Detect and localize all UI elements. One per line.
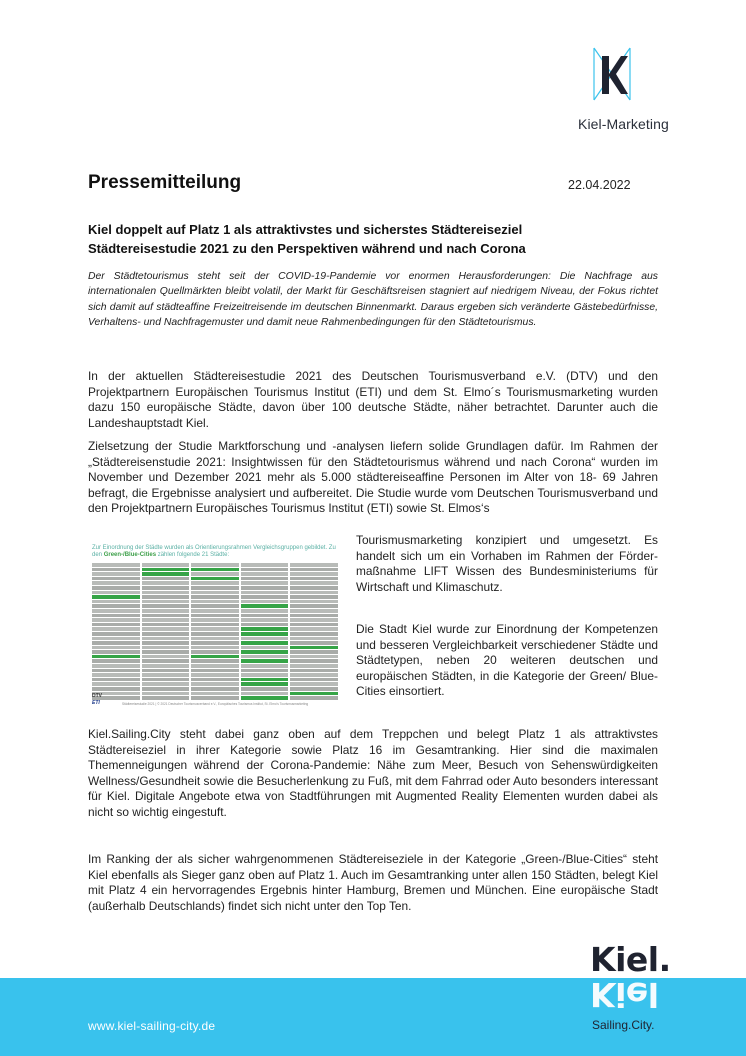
slide-cell [92, 618, 140, 622]
slide-cell [241, 586, 289, 590]
slide-cell [92, 591, 140, 595]
slide-cell [191, 563, 239, 567]
headline [88, 221, 668, 258]
slide-cell [290, 673, 338, 677]
slide-cell [142, 646, 190, 650]
slide-cell [191, 609, 239, 613]
slide-cell [142, 586, 190, 590]
paragraph-2: Zielsetzung der Studie Marktforschung und -analysen liefern solide Grundlagen dafür. Im Rahmen der „Städtereisenstudie 2021: Insightwissen für den Städtetourismus während und nach Corona“ wurden im November und Dezember 2021 mehr als 5.000 städtereiseaffine Personen im Alter von 18- 69 Jahren befragt, die Ergebnisse analysiert und aufbereitet. Die Studie wurde vom Deutschen Tourismusverband und den Projektpartnern Europäisches Tourismus Institut (ETI) sowie St. Elmos‘s [88, 439, 658, 516]
slide-cell [241, 623, 289, 627]
slide-cell [290, 632, 338, 636]
kiel-marketing-logo [578, 46, 678, 136]
slide-cell [191, 664, 239, 668]
slide-cell [142, 563, 190, 567]
slide-cell [290, 618, 338, 622]
slide-cell [290, 614, 338, 618]
paragraph-1: In der aktuellen Städtereisestudie 2021 des Deutschen Tourismusverband e.V. (DTV) und den Projektpartnern Europäischen Tourismus Institut (ETI) und dem St. Elmo´s Tourismusmarketing wurden dazu 150 europäische Städte, davon über 100 deutsche Städte, näher betrachtet. Darunter auch die Landeshauptstadt Kiel. [88, 369, 658, 430]
kiel-logo-tagline: Sailing.City. [592, 1018, 655, 1032]
slide-cell [92, 623, 140, 627]
slide-cell [92, 563, 140, 567]
slide-cell [92, 659, 140, 663]
slide-cell [191, 618, 239, 622]
slide-cell [241, 664, 289, 668]
slide-cell [290, 595, 338, 599]
slide-cell [92, 682, 140, 686]
slide-cell [290, 650, 338, 654]
slide-cell [142, 591, 190, 595]
kiel-logo-reflection: Kiel [590, 975, 659, 1014]
slide-cell [92, 669, 140, 673]
slide-cell [241, 627, 289, 631]
slide-footer [92, 693, 340, 709]
slide-cell [290, 669, 338, 673]
slide-cell [142, 632, 190, 636]
slide-cell [142, 581, 190, 585]
slide-cell [191, 687, 239, 691]
slide-cell [290, 577, 338, 581]
slide-cell [142, 577, 190, 581]
slide-cell [241, 678, 289, 682]
slide-cell [290, 678, 338, 682]
kiel-marketing-k-icon [590, 46, 634, 102]
slide-cell [92, 614, 140, 618]
slide-cell [191, 577, 239, 581]
slide-cell [92, 650, 140, 654]
slide-cell [241, 577, 289, 581]
slide-cell [191, 669, 239, 673]
slide-cell [191, 627, 239, 631]
slide-cell [92, 600, 140, 604]
page-title: Pressemitteilung [88, 172, 242, 193]
slide-caption [92, 545, 340, 559]
slide-cell [241, 618, 289, 622]
slide-cell [142, 659, 190, 663]
slide-cell [191, 595, 239, 599]
slide-cell [290, 687, 338, 691]
slide-cell [290, 591, 338, 595]
slide-cell [142, 669, 190, 673]
slide-cell [191, 591, 239, 595]
slide-cell [92, 595, 140, 599]
kiel-logo-word: Kiel. [590, 940, 671, 979]
slide-cell [142, 595, 190, 599]
slide-cell [191, 604, 239, 608]
slide-cell [92, 609, 140, 613]
slide-cell [142, 678, 190, 682]
slide-cell [142, 650, 190, 654]
slide-caption-c: zählen folgende 21 Städte: [156, 552, 230, 558]
slide-cell [191, 650, 239, 654]
paragraph-3: Die Stadt Kiel wurde zur Einordnung der Kompetenzen und besseren Vergleichbarkeit verschiedener Städte und Städtetypen, neben 20 weiteren deutschen und europäischen Städten, in die Kategorie der Green/ Blue-Cities einsortiert. [356, 622, 658, 699]
slide-cell [290, 586, 338, 590]
slide-cell [142, 568, 190, 572]
slide-cell [241, 646, 289, 650]
slide-cell [241, 595, 289, 599]
slide-footer-text: Städtereisestudie 2021 | © 2021 Deutscher Tourismusverband e.V., Europäisches Tourismus Institut, St. Elmo's Tourismusmarketing [122, 702, 309, 706]
slide-cell [92, 632, 140, 636]
slide-cell [191, 682, 239, 686]
slide-cell [92, 655, 140, 659]
slide-cell [290, 563, 338, 567]
slide-cell [191, 581, 239, 585]
slide-cell [241, 581, 289, 585]
slide-cell [92, 586, 140, 590]
slide-cell [290, 600, 338, 604]
slide-city-grid [92, 563, 338, 689]
slide-cell [241, 572, 289, 576]
paragraph-2-continued: Tourismusmarketing konzipiert und umgesetzt. Es handelt sich um ein Vorhaben im Rahmen der Förder-maßnahme LIFT Wissen des Bundesministeriums für Wirtschaft und Klimaschutz. [356, 533, 658, 594]
slide-cell [142, 604, 190, 608]
slide-cell [241, 591, 289, 595]
slide-cell [241, 609, 289, 613]
slide-cell [191, 632, 239, 636]
slide-cell [191, 646, 239, 650]
slide-cell [290, 581, 338, 585]
slide-cell [142, 664, 190, 668]
slide-cell [191, 637, 239, 641]
slide-cell [290, 572, 338, 576]
slide-cell [191, 659, 239, 663]
slide-cell [290, 604, 338, 608]
slide-cell [191, 568, 239, 572]
slide-cell [191, 641, 239, 645]
slide-cell [92, 664, 140, 668]
slide-cell [191, 614, 239, 618]
slide-cell [290, 646, 338, 650]
slide-cell [241, 650, 289, 654]
slide-cell [92, 581, 140, 585]
slide-cell [290, 682, 338, 686]
headline-line-1: Kiel doppelt auf Platz 1 als attraktivstes und sicherstes Städtereiseziel [88, 222, 523, 237]
slide-cell [142, 600, 190, 604]
slide-cell [142, 687, 190, 691]
slide-cell [142, 682, 190, 686]
slide-cell [191, 600, 239, 604]
slide-cell [142, 609, 190, 613]
slide-cell [191, 673, 239, 677]
slide-cell [241, 687, 289, 691]
eti-logo: ETI [92, 700, 100, 706]
slide-cell [142, 655, 190, 659]
slide-cell [290, 664, 338, 668]
headline-line-2: Städtereisestudie 2021 zu den Perspektiven während und nach Corona [88, 240, 526, 256]
slide-cell [241, 655, 289, 659]
slide-caption-b: Green-/Blue-Cities [103, 552, 157, 558]
slide-cell [191, 655, 239, 659]
slide-cell [92, 627, 140, 631]
dtv-logo: DTV [92, 693, 102, 699]
slide-cell [142, 627, 190, 631]
slide-cell [191, 586, 239, 590]
slide-cell [241, 568, 289, 572]
slide-cell [241, 641, 289, 645]
slide-cell [92, 568, 140, 572]
slide-cell [92, 678, 140, 682]
slide-cell [142, 641, 190, 645]
slide-cell [191, 623, 239, 627]
slide-cell [241, 563, 289, 567]
slide-cell [92, 687, 140, 691]
slide-cell [241, 673, 289, 677]
slide-cell [142, 623, 190, 627]
slide-cell [241, 669, 289, 673]
paragraph-5: Im Ranking der als sicher wahrgenommenen Städtereiseziele in der Kategorie „Green-/Blue-Cities“ steht Kiel ebenfalls als Sieger ganz oben auf Platz 1. Auch im Gesamtranking unter allen 150 Städten, belegt Kiel mit Platz 4 ein hervorragendes Ergebnis hinter Hamburg, Bremen und München. Eine europäische Stadt (außerhalb Deutschlands) findet sich nicht unter den Top Ten. [88, 852, 658, 913]
release-date: 22.04.2022 [568, 178, 631, 192]
slide-cell [142, 572, 190, 576]
slide-cell [142, 673, 190, 677]
paragraph-4: Kiel.Sailing.City steht dabei ganz oben auf dem Treppchen und belegt Platz 1 als attraktivstes Städtereiseziel in ihrer Kategorie sowie Platz 16 im Gesamtranking. Hier sind die maximalen Themenneigungen während der Corona-Pandemie: Nähe zum Meer, Besuch von Sehenswürdigkeiten Wellness/Gesundheit sowie die Besucherlenkung zu Fuß, mit dem Fahrrad oder Auto besonders interessant für Kiel. Digitale Angebote etwa von Stadtführungen mit Augmented Reality Elementen wurden dabei als nicht so wichtig eingestuft. [88, 727, 658, 819]
slide-cell [290, 609, 338, 613]
kiel-sailing-city-logo [584, 940, 680, 1039]
slide-cell [241, 632, 289, 636]
slide-cell [290, 637, 338, 641]
slide-cell [142, 618, 190, 622]
slide-cell [241, 600, 289, 604]
slide-cell [241, 637, 289, 641]
slide-cell [290, 655, 338, 659]
slide-cell [191, 678, 239, 682]
slide-cell [290, 641, 338, 645]
footer-website-link[interactable]: www.kiel-sailing-city.de [88, 1019, 216, 1033]
slide-cell [92, 604, 140, 608]
slide-caption-a: Zur Einordnung der Städte wurden als Orientierungsrahmen Vergleichsgruppen gebildet. Zu den [92, 545, 336, 558]
slide-cell [241, 659, 289, 663]
slide-cell [241, 614, 289, 618]
slide-cell [290, 623, 338, 627]
slide-cell [290, 568, 338, 572]
slide-cell [290, 627, 338, 631]
slide-cell [142, 614, 190, 618]
slide-cell [92, 646, 140, 650]
slide-cell [92, 641, 140, 645]
slide-cell [241, 604, 289, 608]
slide-cell [142, 637, 190, 641]
slide-cell [191, 572, 239, 576]
slide-cell [92, 673, 140, 677]
green-blue-cities-slide [88, 541, 344, 711]
slide-cell [92, 572, 140, 576]
intro-text: Der Städtetourismus steht seit der COVID-19-Pandemie vor enormen Herausforderungen: Die Nachfrage aus internationalen Quellmärkten bleibt volatil, der Markt für Geschäftsreisen stagniert auf niedrigem Niveau, der Fokus richtet sich damit auf städteaffine Freizeitreisende im deutschen Binnenmarkt. Daraus ergeben sich veränderte Gästebedürfnisse, Verhaltens- und Nachfragemuster und damit neue Rahmenbedingungen für den Städtetourismus. [88, 271, 658, 329]
slide-cell [241, 682, 289, 686]
slide-cell [92, 637, 140, 641]
brand-name: Kiel-Marketing [578, 116, 669, 132]
slide-cell [92, 577, 140, 581]
slide-cell [290, 659, 338, 663]
